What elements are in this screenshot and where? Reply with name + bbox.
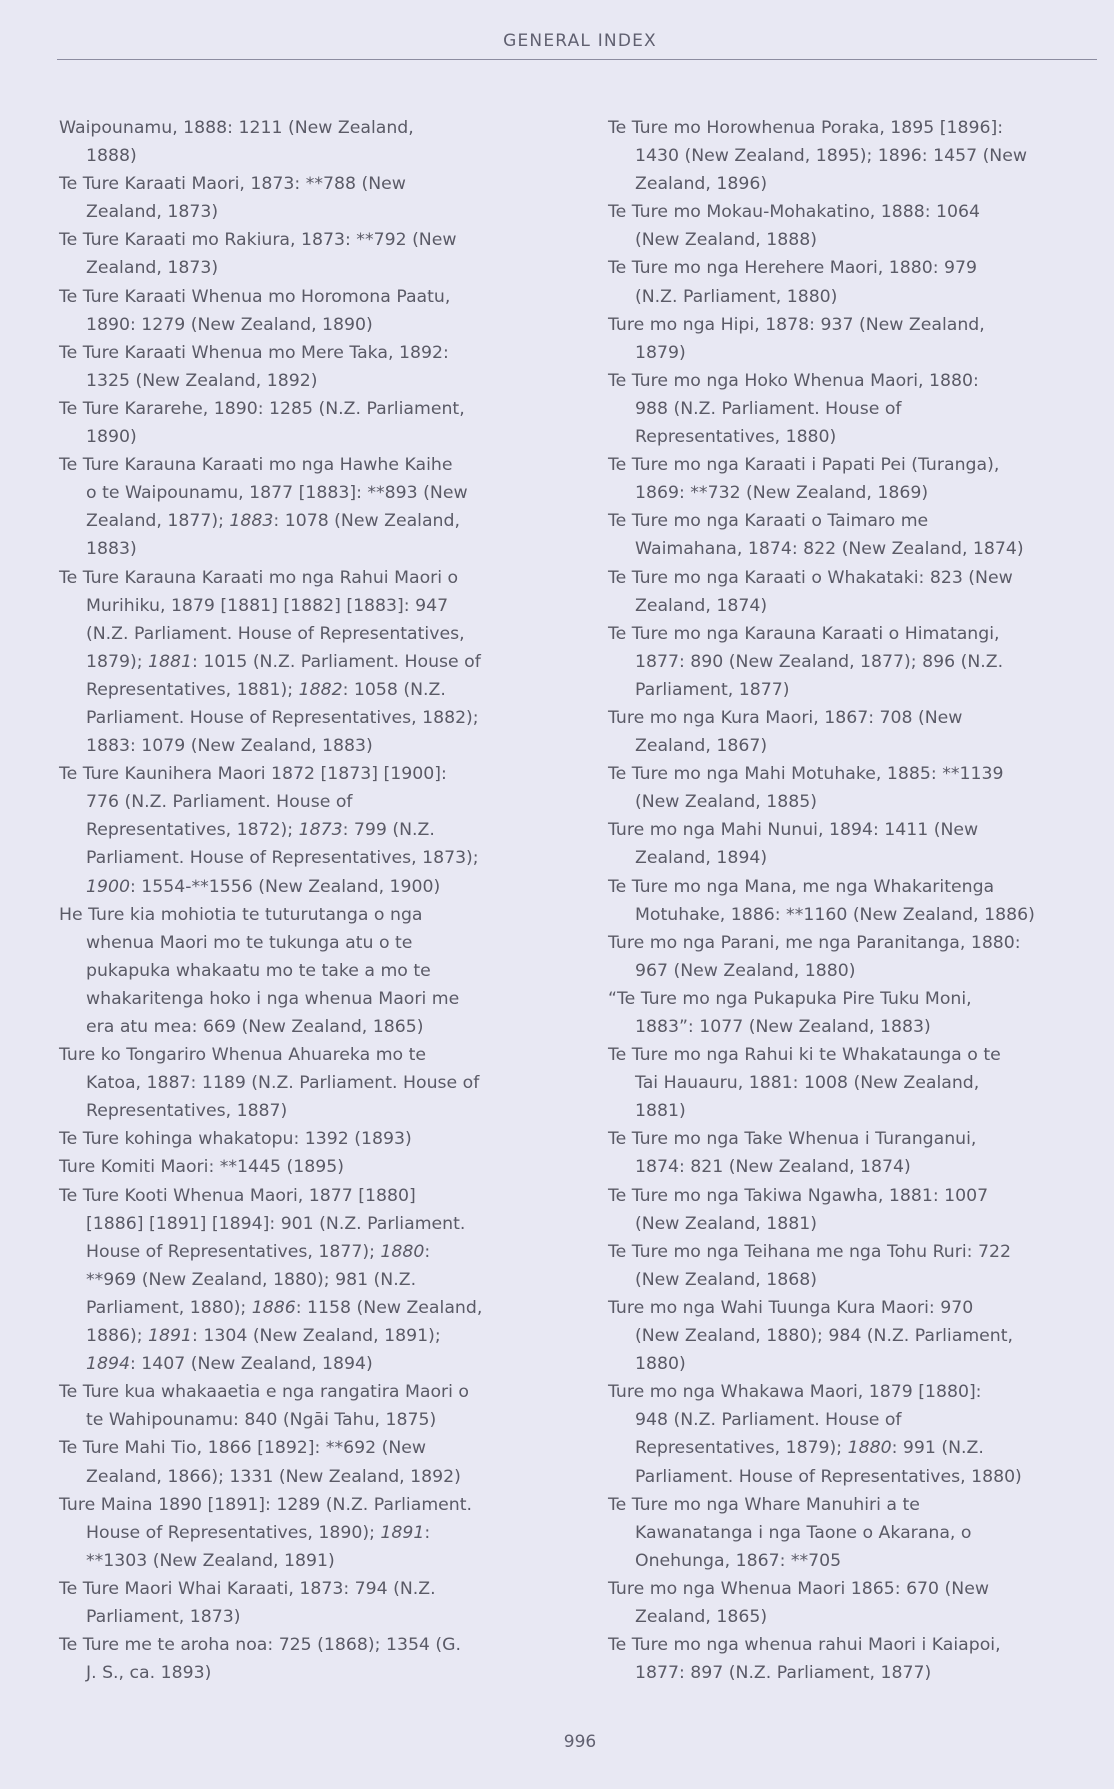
entry-year-italic: 1883 bbox=[229, 511, 274, 532]
entry-year-italic: 1873 bbox=[298, 820, 343, 841]
entry-text: Ture Komiti Maori: **1445 (1895) bbox=[59, 1157, 344, 1178]
index-entry bbox=[608, 198, 1035, 254]
index-entry bbox=[608, 929, 1035, 985]
index-entry bbox=[608, 254, 1035, 310]
index-column-right bbox=[608, 114, 1035, 1687]
entry-text: Te Ture mo nga Teihana me nga Tohu Ruri: 722 (New Zealand, 1868) bbox=[608, 1241, 1011, 1290]
entry-text: : 1058 (N.Z. Parliament. House of Representatives, 1882); 1883: 1079 (New Zealand, 1883) bbox=[86, 679, 479, 757]
index-entry bbox=[608, 1491, 1035, 1575]
entry-text: Te Ture mo nga Whare Manuhiri a te Kawanatanga i nga Taone o Akarana, o Onehunga, 1867: **705 bbox=[608, 1494, 972, 1571]
entry-text: Ture mo nga Wahi Tuunga Kura Maori: 970 (New Zealand, 1880); 984 (N.Z. Parliament, 1880) bbox=[608, 1297, 1014, 1375]
entry-text: : 1015 (N.Z. Parliament. House of Representatives, 1881); bbox=[86, 651, 481, 700]
index-entry bbox=[608, 311, 1035, 367]
entry-text: Ture ko Tongariro Whenua Ahuareka mo te Katoa, 1887: 1189 (N.Z. Parliament. House of Representatives, 1887) bbox=[59, 1045, 480, 1122]
entry-year-italic: 1882 bbox=[298, 679, 343, 700]
entry-text: Te Ture kohinga whakatopu: 1392 (1893) bbox=[59, 1129, 412, 1150]
entry-text: Ture mo nga Parani, me nga Paranitanga, 1880: 967 (New Zealand, 1880) bbox=[608, 932, 1021, 981]
entry-year-italic: 1891 bbox=[380, 1522, 425, 1543]
entry-text: Te Ture mo nga Karaati o Whakataki: 823 (New Zealand, 1874) bbox=[608, 567, 1013, 616]
entry-text: Te Ture mo nga Mahi Motuhake, 1885: **1139 (New Zealand, 1885) bbox=[608, 764, 1004, 813]
index-entry bbox=[608, 1238, 1035, 1294]
entry-text: Te Ture Karaati mo Rakiura, 1873: **792 (New Zealand, 1873) bbox=[59, 230, 457, 279]
index-entry bbox=[59, 1125, 482, 1153]
entry-text: Te Ture mo nga whenua rahui Maori i Kaiapoi, 1877: 897 (N.Z. Parliament, 1877) bbox=[608, 1635, 1001, 1684]
index-entry bbox=[59, 1378, 482, 1434]
entry-text: : **969 (New Zealand, 1880); 981 (N.Z. Parliament, 1880); bbox=[86, 1241, 431, 1318]
index-entry bbox=[608, 114, 1035, 198]
index-entry bbox=[59, 170, 482, 226]
entry-text: “Te Ture mo nga Pukapuka Pire Tuku Moni, 1883”: 1077 (New Zealand, 1883) bbox=[608, 988, 972, 1037]
entry-text: Te Ture Maori Whai Karaati, 1873: 794 (N.Z. Parliament, 1873) bbox=[59, 1578, 436, 1627]
index-entry bbox=[608, 1041, 1035, 1125]
index-entry bbox=[59, 564, 482, 761]
index-entry bbox=[59, 901, 482, 1041]
entry-year-italic: 1881 bbox=[148, 651, 193, 672]
entry-text: : 1554-**1556 (New Zealand, 1900) bbox=[129, 876, 441, 897]
entry-text: : 1078 (New Zealand, 1883) bbox=[86, 511, 460, 560]
index-entry bbox=[608, 620, 1035, 704]
index-entry bbox=[608, 760, 1035, 816]
index-entry bbox=[608, 1125, 1035, 1181]
entry-text: Te Ture mo nga Herehere Maori, 1880: 979 (N.Z. Parliament, 1880) bbox=[608, 258, 978, 307]
index-column-left bbox=[59, 114, 482, 1687]
entry-text: Te Ture mo nga Karaati o Taimaro me Waimahana, 1874: 822 (New Zealand, 1874) bbox=[608, 511, 1024, 560]
entry-text: Te Ture Kooti Whenua Maori, 1877 [1880] [1886] [1891] [1894]: 901 (N.Z. Parliament. House of Representatives, 1877); bbox=[59, 1185, 466, 1262]
index-entry bbox=[59, 1575, 482, 1631]
entry-year-italic: 1886 bbox=[251, 1297, 296, 1318]
entry-text: Te Ture me te aroha noa: 725 (1868); 1354 (G. J. S., ca. 1893) bbox=[59, 1635, 462, 1684]
entry-year-italic: 1880 bbox=[380, 1241, 425, 1262]
index-entry bbox=[59, 1491, 482, 1575]
entry-year-italic: 1894 bbox=[86, 1354, 130, 1375]
entry-text: Te Ture Karauna Karaati mo nga Rahui Maori o Murihiku, 1879 [1881] [1882] [1883]: 947 (N.Z. Parliament. House of Representatives, 1879); bbox=[59, 567, 465, 672]
entry-year-italic: 1880 bbox=[847, 1438, 892, 1459]
index-entry bbox=[608, 367, 1035, 451]
entry-text: : 1407 (New Zealand, 1894) bbox=[129, 1354, 373, 1375]
entry-text: : 1158 (New Zealand, 1886); bbox=[86, 1297, 483, 1347]
index-entry bbox=[59, 760, 482, 900]
header-rule bbox=[57, 59, 1097, 60]
index-entry bbox=[608, 1631, 1035, 1687]
entry-text: Te Ture mo nga Karaati i Papati Pei (Turanga), 1869: **732 (New Zealand, 1869) bbox=[608, 455, 1000, 504]
index-entry bbox=[59, 1182, 482, 1379]
index-entry bbox=[59, 395, 482, 451]
index-entry bbox=[59, 114, 482, 170]
entry-text: Te Ture mo nga Rahui ki te Whakataunga o te Tai Hauauru, 1881: 1008 (New Zealand, 1881) bbox=[608, 1045, 1001, 1122]
index-entry bbox=[608, 816, 1035, 872]
entry-text: Ture mo nga Whakawa Maori, 1879 [1880]: 948 (N.Z. Parliament. House of Representatives, 1879); bbox=[608, 1382, 982, 1459]
index-entry bbox=[59, 1041, 482, 1125]
entry-text: Te Ture Karauna Karaati mo nga Hawhe Kaihe o te Waipounamu, 1877 [1883]: **893 (New Zealand, 1877); bbox=[59, 455, 468, 532]
index-entry bbox=[608, 1575, 1035, 1631]
entry-text: : 1304 (New Zealand, 1891); bbox=[192, 1326, 441, 1347]
entry-text: Te Ture mo nga Karauna Karaati o Himatangi, 1877: 890 (New Zealand, 1877); 896 (N.Z. Parliament, 1877) bbox=[608, 623, 1004, 700]
entry-text: Te Ture mo nga Mana, me nga Whakaritenga Motuhake, 1886: **1160 (New Zealand, 1886) bbox=[608, 876, 1035, 925]
index-entry bbox=[59, 226, 482, 282]
index-entry bbox=[608, 564, 1035, 620]
entry-text: Te Ture Karaati Maori, 1873: **788 (New Zealand, 1873) bbox=[59, 174, 406, 223]
entry-text: Ture mo nga Mahi Nunui, 1894: 1411 (New Zealand, 1894) bbox=[608, 820, 979, 869]
entry-text: Te Ture Mahi Tio, 1866 [1892]: **692 (New Zealand, 1866); 1331 (New Zealand, 1892) bbox=[59, 1438, 461, 1487]
running-head: GENERAL INDEX bbox=[503, 31, 657, 51]
index-entry bbox=[608, 451, 1035, 507]
index-entry bbox=[608, 1182, 1035, 1238]
index-entry bbox=[608, 507, 1035, 563]
index-entry bbox=[59, 1434, 482, 1490]
entry-text: Te Ture Kaunihera Maori 1872 [1873] [1900]: 776 (N.Z. Parliament. House of Representatives, 1872); bbox=[59, 764, 447, 841]
index-entry bbox=[608, 1378, 1035, 1490]
index-entry bbox=[608, 873, 1035, 929]
entry-text: Te Ture Karaati Whenua mo Horomona Paatu, 1890: 1279 (New Zealand, 1890) bbox=[59, 286, 451, 335]
entry-text: Ture mo nga Hipi, 1878: 937 (New Zealand, 1879) bbox=[608, 314, 985, 363]
index-entry bbox=[59, 1631, 482, 1687]
index-entry bbox=[608, 985, 1035, 1041]
entry-text: Te Ture Kararehe, 1890: 1285 (N.Z. Parliament, 1890) bbox=[59, 398, 465, 448]
entry-year-italic: 1900 bbox=[86, 876, 130, 897]
index-entry bbox=[608, 704, 1035, 760]
index-entry bbox=[59, 339, 482, 395]
entry-text: Te Ture Karaati Whenua mo Mere Taka, 1892: 1325 (New Zealand, 1892) bbox=[59, 342, 449, 391]
index-entry bbox=[608, 1294, 1035, 1378]
entry-text: Te Ture mo Mokau-Mohakatino, 1888: 1064 (New Zealand, 1888) bbox=[608, 202, 981, 251]
entry-text: : 991 (N.Z. Parliament. House of Representatives, 1880) bbox=[635, 1438, 1022, 1487]
entry-text: : 799 (N.Z. Parliament. House of Representatives, 1873); bbox=[86, 820, 479, 869]
entry-text: Te Ture mo Horowhenua Poraka, 1895 [1896]: 1430 (New Zealand, 1895); 1896: 1457 (New Zealand, 1896) bbox=[608, 118, 1028, 195]
entry-text: Te Ture mo nga Takiwa Ngawha, 1881: 1007 (New Zealand, 1881) bbox=[608, 1185, 989, 1234]
entry-text: : **1303 (New Zealand, 1891) bbox=[86, 1522, 431, 1571]
entry-text: Te Ture kua whakaaetia e nga rangatira Maori o te Wahipounamu: 840 (Ngāi Tahu, 1875) bbox=[59, 1382, 469, 1431]
entry-text: He Ture kia mohiotia te tuturutanga o nga whenua Maori mo te tukunga atu o te pukapuka whakaatu mo te take a mo te whakaritenga hoko i nga whenua Maori me era atu mea: 669 (New Zealand, 1865) bbox=[59, 904, 460, 1037]
index-entry bbox=[59, 283, 482, 339]
entry-text: Ture Maina 1890 [1891]: 1289 (N.Z. Parliament. House of Representatives, 1890); bbox=[59, 1494, 473, 1543]
entry-text: Te Ture mo nga Hoko Whenua Maori, 1880: 988 (N.Z. Parliament. House of Representatives, 1880) bbox=[608, 370, 979, 448]
page-number: 996 bbox=[563, 1732, 597, 1752]
entry-text: Waipounamu, 1888: 1211 (New Zealand, 1888) bbox=[59, 118, 414, 167]
index-entry bbox=[59, 451, 482, 563]
entry-text: Ture mo nga Kura Maori, 1867: 708 (New Zealand, 1867) bbox=[608, 707, 963, 757]
entry-text: Te Ture mo nga Take Whenua i Turanganui, 1874: 821 (New Zealand, 1874) bbox=[608, 1129, 977, 1178]
entry-text: Ture mo nga Whenua Maori 1865: 670 (New Zealand, 1865) bbox=[608, 1578, 989, 1627]
entry-year-italic: 1891 bbox=[148, 1326, 193, 1347]
index-entry bbox=[59, 1153, 482, 1181]
